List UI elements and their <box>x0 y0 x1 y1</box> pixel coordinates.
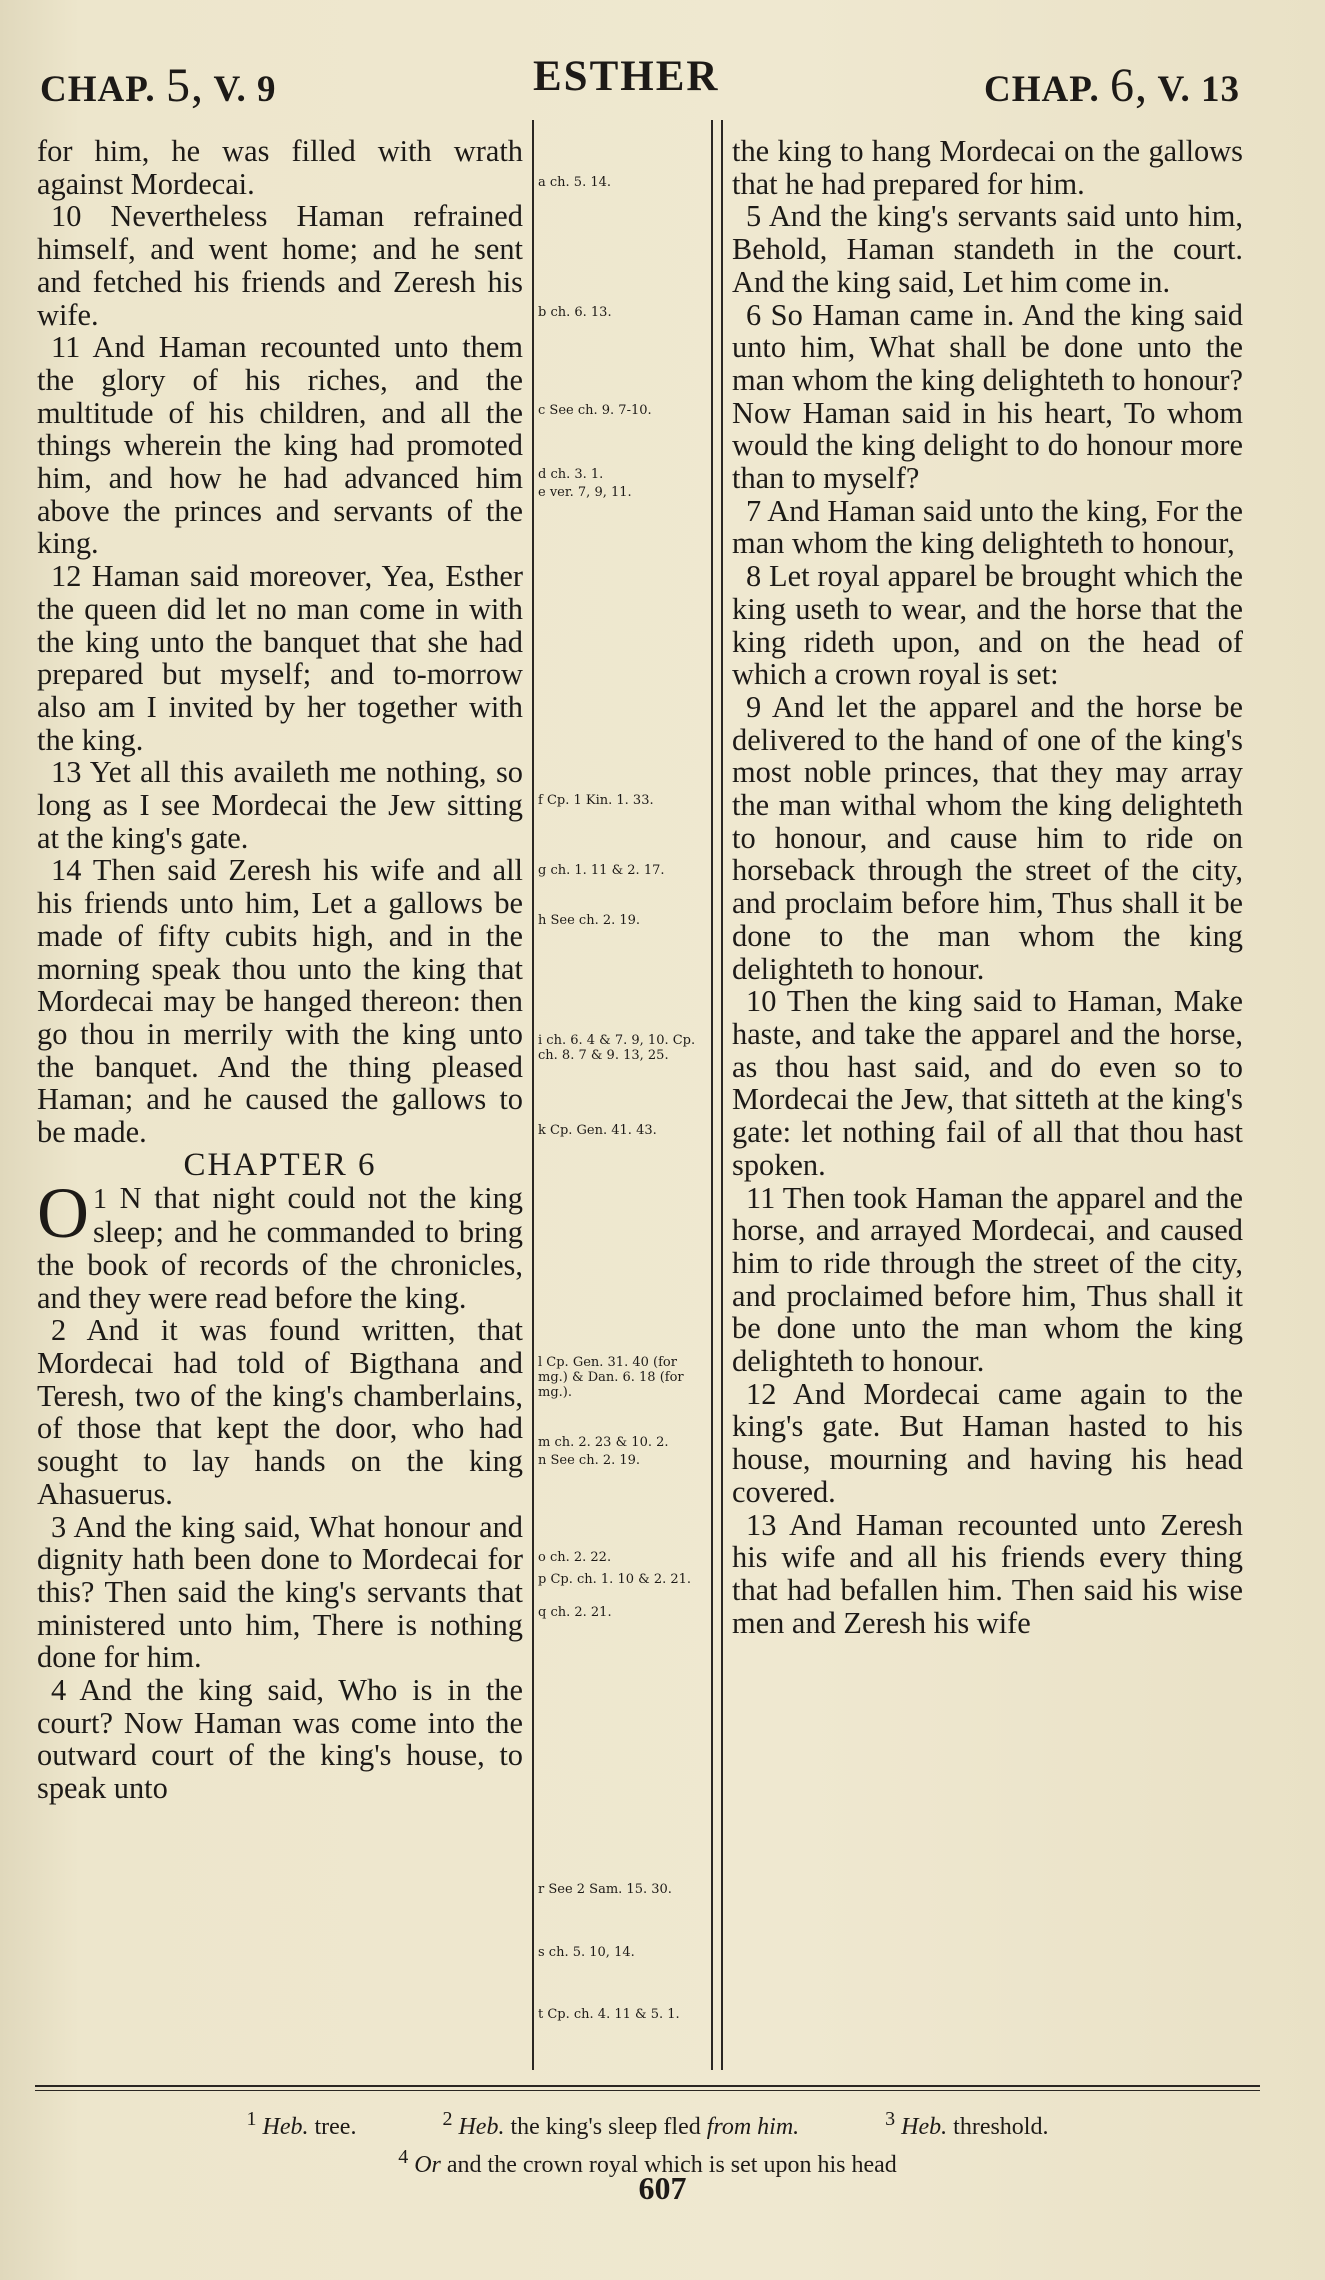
cross-reference: c See ch. 9. 7-10. <box>538 403 652 418</box>
verse-text: 13 And Haman recounted unto Zeresh his wife and all his friends every thing that had befallen him. Then said his wise men and Zeresh his wife <box>732 1507 1243 1640</box>
column-divider <box>532 120 534 2070</box>
cross-reference: h See ch. 2. 19. <box>538 913 641 928</box>
verse-text: for him, he was filled with wrath against Mordecai. <box>37 134 523 201</box>
cross-reference: b ch. 6. 13. <box>538 305 612 320</box>
cross-reference: o ch. 2. 22. <box>538 1550 612 1565</box>
cross-reference: f Cp. 1 Kin. 1. 33. <box>538 793 654 808</box>
verse-text: 8 Let royal apparel be brought which the king useth to wear, and the horse that the king rideth upon, and on the head of which a crown royal is set: <box>732 559 1243 692</box>
column-divider <box>721 120 723 2070</box>
running-head <box>40 48 1240 112</box>
verse-text: 10 Then the king said to Haman, Make haste, and take the apparel and the horse, as thou hast said, and do even so to Mordecai the Jew, that sitteth at the king's gate: let nothing fail of all that thou hast spoken. <box>732 984 1243 1182</box>
verse-text: 12 Haman said moreover, Yea, Esther the queen did let no man come in with the king unto the banquet that she had prepared but myself; and to-morrow also am I invited by her together with the king. <box>37 559 523 757</box>
header-left-reference: CHAP. 5, V. 9 <box>40 59 277 112</box>
column-divider <box>711 120 713 2070</box>
chapter-heading: CHAPTER 6 <box>183 1146 377 1183</box>
cross-reference: q ch. 2. 21. <box>538 1605 612 1620</box>
cross-reference: n See ch. 2. 19. <box>538 1453 641 1468</box>
footnote-4: $^4$ Or and the crown royal which is set upon his head <box>398 2146 897 2178</box>
verse-text: 10 Nevertheless Haman refrained himself, and went home; and he sent and fetched his friends and Zeresh his wife. <box>37 199 523 332</box>
cross-reference: k Cp. Gen. 41. 43. <box>538 1123 657 1138</box>
drop-cap: O <box>37 1172 89 1253</box>
cross-reference: l Cp. Gen. 31. 40 (for mg.) & Dan. 6. 18 (for mg.). <box>538 1355 684 1400</box>
verse-text: 11 Then took Haman the apparel and the horse, and arrayed Mordecai, and caused him to ride through the street of the city, and proclaimed before him, Thus shall it be done unto the man whom the king delighteth to honour. <box>732 1180 1243 1379</box>
verse-text: 7 And Haman said unto the king, For the man whom the king delighteth to honour, <box>732 493 1243 561</box>
footnote-rule <box>35 2090 1260 2091</box>
verse-text: 9 And let the apparel and the horse be delivered to the hand of one of the king's most noble princes, that they may array the man withal whom the king delighteth to honour, and cause him to ride on horseback through the street of the city, and proclaim before him, Thus shall it be done to the man whom the king delighteth to honour. <box>732 689 1243 986</box>
cross-reference: g ch. 1. 11 & 2. 17. <box>538 863 665 878</box>
verse-text: 2 And it was found written, that Mordecai had told of Bigthana and Teresh, two of the king's chamberlains, of those that kept the door, who had sought to lay hands on the king Ahasuerus. <box>37 1313 523 1511</box>
cross-reference: r See 2 Sam. 15. 30. <box>538 1882 672 1897</box>
verse-text: 5 And the king's servants said unto him, Behold, Haman standeth in the court. And the king said, Let him come in. <box>732 199 1243 299</box>
footnote-2: $^2$ Heb. the king's sleep fled from him. <box>442 2108 800 2140</box>
cross-reference: s ch. 5. 10, 14. <box>538 1945 635 1960</box>
verse-text: 14 Then said Zeresh his wife and all his friends unto him, Let a gallows be made of fifty cubits high, and in the morning speak thou unto the king that Mordecai may be hanged thereon: then go thou in merrily with the king unto the banquet. And the thing pleased Haman; and he caused the gallows to be made. <box>37 853 523 1150</box>
cross-reference: p Cp. ch. 1. 10 & 2. 21. <box>538 1572 692 1587</box>
cross-reference-column <box>538 135 710 2085</box>
verse-text: 12 And Mordecai came again to the king's gate. But Haman hasted to his house, mourning and having his head covered. <box>732 1376 1243 1509</box>
footnote-rule <box>35 2085 1260 2087</box>
footnote-3: $^3$ Heb. threshold. <box>885 2108 1049 2140</box>
cross-reference: m ch. 2. 23 & 10. 2. <box>538 1435 669 1450</box>
cross-reference: d ch. 3. 1. <box>538 467 604 482</box>
verse-text: 3 And the king said, What honour and dignity hath been done to Mordecai for this? Then said the king's servants that ministered unto him, There is nothing done for him. <box>37 1509 523 1675</box>
verse-text: 11 And Haman recounted unto them the glory of his riches, and the multitude of his children, and all the things wherein the king had promoted him, and how he had advanced him above the princes and servants of the king. <box>37 330 523 561</box>
verse-text: 4 And the king said, Who is in the court? Now Haman was come into the outward court of the king's house, to speak unto <box>37 1673 523 1806</box>
verse-body: N that night could not the king sleep; and he commanded to bring the book of records of the chronicles, and they were read before the king. <box>37 1180 523 1315</box>
verse-text: 13 Yet all this availeth me nothing, so long as I see Mordecai the Jew sitting at the king's gate. <box>37 755 523 855</box>
cross-reference: i ch. 6. 4 & 7. 9, 10. Cp. ch. 8. 7 & 9. 13, 25. <box>538 1033 696 1063</box>
verse-text <box>37 1172 523 1315</box>
cross-reference: e ver. 7, 9, 11. <box>538 485 632 500</box>
cross-reference: a ch. 5. 14. <box>538 175 612 190</box>
footnote-1: $^1$ Heb. tree. <box>246 2108 357 2140</box>
book-title: ESTHER <box>533 53 720 100</box>
right-text-column <box>732 135 1243 1639</box>
page-number: 607 <box>638 2170 687 2206</box>
left-text-column <box>37 135 523 1805</box>
header-right-reference: CHAP. 6, V. 13 <box>984 59 1240 112</box>
footnotes <box>35 2104 1260 2180</box>
cross-reference: t Cp. ch. 4. 11 & 5. 1. <box>538 2007 680 2022</box>
verse-text: 6 So Haman came in. And the king said unto him, What shall be done unto the man whom the king delighteth to honour? Now Haman said in his heart, To whom would the king delight to do honour more than to myself? <box>732 297 1243 496</box>
verse-number: 1 <box>93 1183 107 1215</box>
verse-text: the king to hang Mordecai on the gallows that he had prepared for him. <box>732 134 1243 201</box>
